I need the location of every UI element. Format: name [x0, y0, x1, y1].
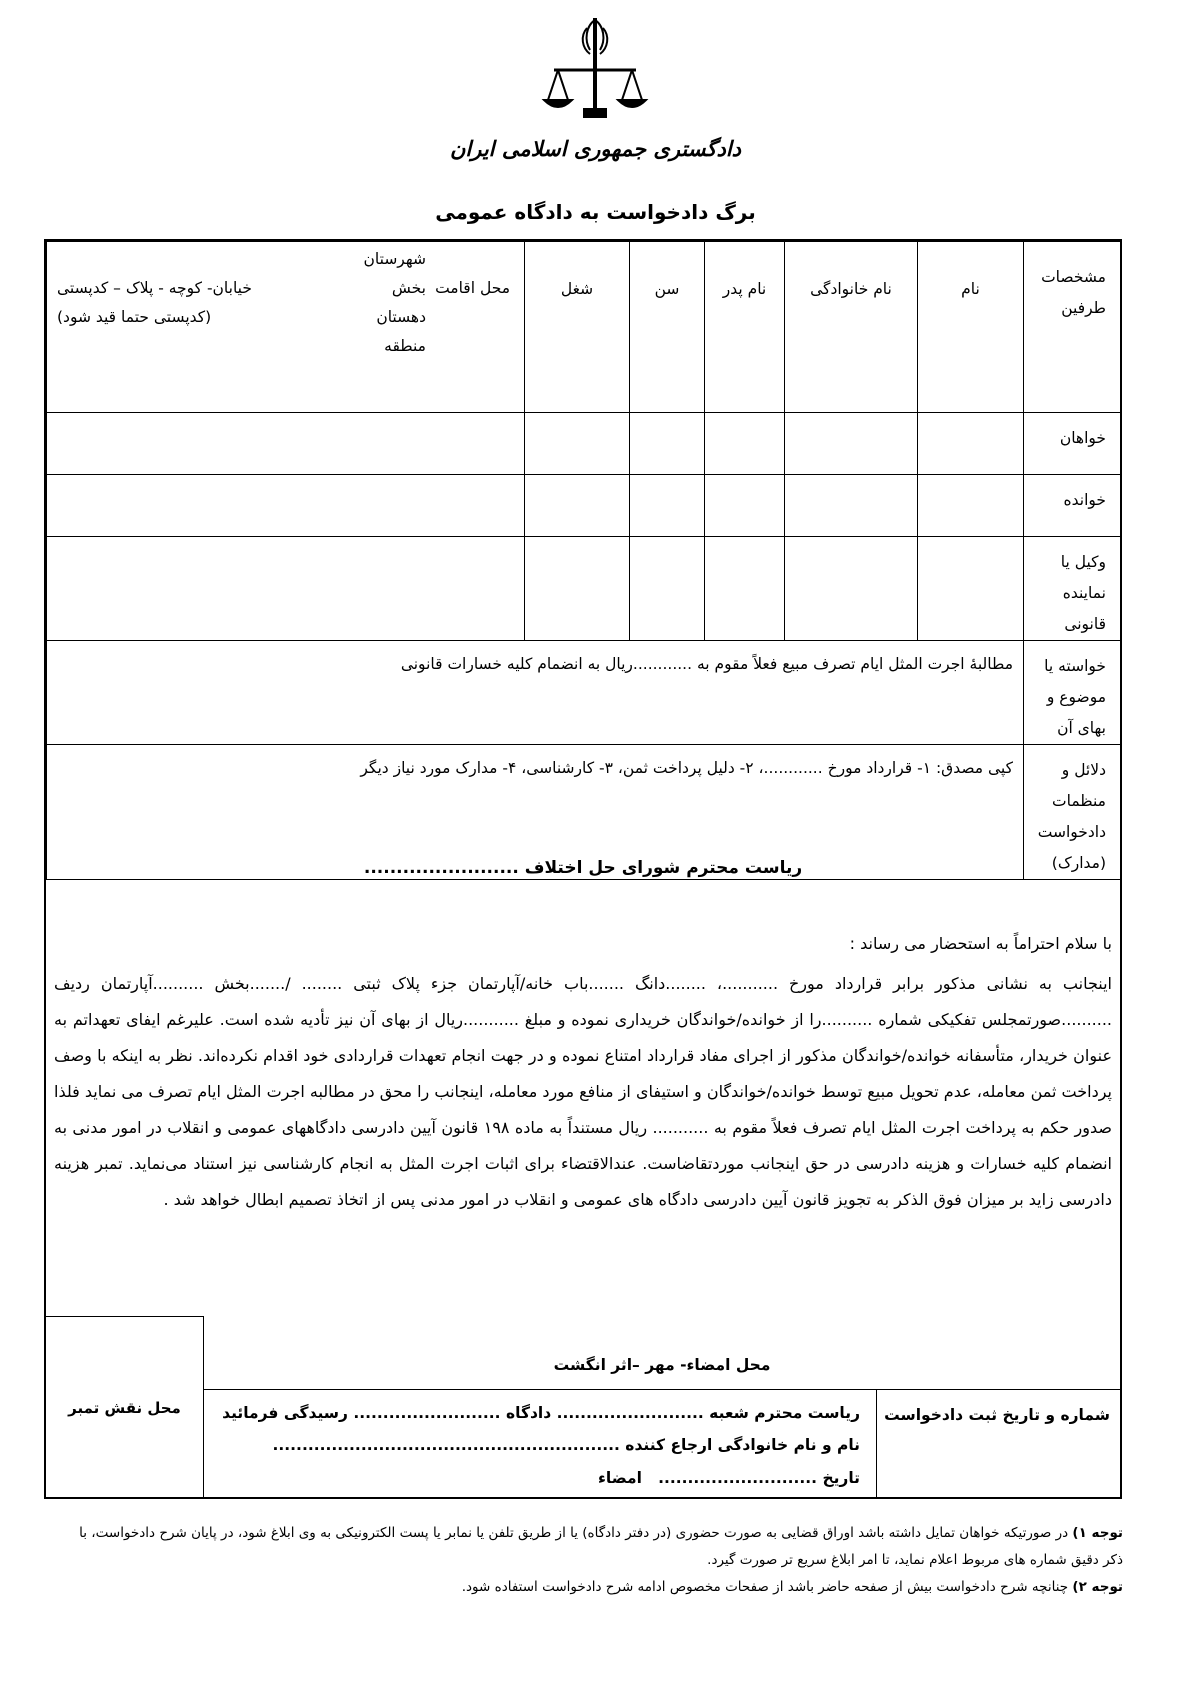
note-1-text: در صورتیکه خواهان تمایل داشته باشد اوراق قضایی به صورت حضوری (در دفتر دادگاه) یا از طریق تلفن یا نمابر یا پست الکترونیکی به وی ابلاغ شود، در پایان شرح دادخواست، با ذکر دقیق شماره های مربوط اعلام نماید، تا امر ابلاغ سریع تر صورت گیرد. — [79, 1525, 1123, 1568]
note-2 — [60, 1574, 1123, 1601]
judiciary-logo-text: دادگستری جمهوری اسلامی ایران — [449, 136, 742, 161]
attorney-row — [47, 537, 1121, 641]
plaintiff-age-cell[interactable] — [630, 413, 705, 475]
attorney-father-cell[interactable] — [705, 537, 785, 641]
letter-greeting: با سلام احتراماً به استحضار می رساند : — [849, 934, 1112, 953]
addr-city: شهرستان — [363, 250, 426, 268]
petition-letter — [46, 858, 1120, 1209]
residence-header — [47, 242, 525, 413]
divider — [204, 1389, 1120, 1390]
date-line: تاریخ ........................... امضاء — [597, 1469, 860, 1487]
addr-section: بخش — [391, 279, 426, 297]
addr-region: منطقه — [384, 337, 426, 355]
stamp-place-label: محل نقش تمبر — [68, 1399, 181, 1417]
table-header-row — [47, 242, 1121, 413]
plaintiff-name-cell[interactable] — [918, 413, 1024, 475]
defendant-row — [47, 475, 1121, 537]
attorney-age-cell[interactable] — [630, 537, 705, 641]
defendant-family-cell[interactable] — [785, 475, 918, 537]
plaintiff-row — [47, 413, 1121, 475]
evidence-text[interactable]: کپی مصدق: ۱- قرارداد مورخ ............، ۲- دلیل پرداخت ثمن، ۳- کارشناسی، ۴- مدارک مورد نیاز دیگر — [47, 745, 1024, 880]
residence-label: محل اقامت — [435, 279, 510, 297]
note-1-label: توجه ۱) — [1072, 1525, 1123, 1541]
father-name-header: نام پدر — [705, 242, 785, 413]
defendant-label: خوانده — [1024, 475, 1121, 537]
plaintiff-label: خواهان — [1024, 413, 1121, 475]
addr-street: خیابان- کوچه - پلاک – کدپستی — [57, 279, 252, 297]
parties-table — [46, 241, 1121, 880]
evidence-label: دلائل و منظمات دادخواست (مدارک) — [1024, 745, 1121, 880]
registration-label: شماره و تاریخ ثبت دادخواست — [884, 1406, 1110, 1424]
defendant-job-cell[interactable] — [525, 475, 630, 537]
attorney-family-cell[interactable] — [785, 537, 918, 641]
judiciary-emblem-icon — [540, 14, 650, 124]
parties-header: مشخصات طرفین — [1024, 242, 1121, 413]
note-2-label: توجه ۲) — [1072, 1579, 1123, 1595]
referrer-line: نام و نام خانوادگی ارجاع کننده ........................................................... — [272, 1436, 860, 1454]
family-name-header: نام خانوادگی — [785, 242, 918, 413]
plaintiff-family-cell[interactable] — [785, 413, 918, 475]
job-header: شغل — [525, 242, 630, 413]
form-title: برگ دادخواست به دادگاه عمومی — [435, 200, 756, 224]
attorney-residence-cell[interactable] — [47, 537, 525, 641]
subject-text[interactable]: مطالبهٔ اجرت المثل ایام تصرف مبیع فعلاً مقوم به ............ریال به انضمام کلیه خسارات قانونی — [47, 641, 1024, 745]
signature-place-label: محل امضاء- مهر –اثر انگشت — [553, 1356, 771, 1374]
addr-postcode-note: (کدپستی حتما قید شود) — [57, 308, 212, 326]
letter-heading: ریاست محترم شورای حل اختلاف ........................ — [363, 858, 803, 878]
addr-village: دهستان — [376, 308, 426, 326]
note-2-text: چنانچه شرح دادخواست بیش از صفحه حاضر باشد از صفحات مخصوص ادامه شرح دادخواست استفاده شود. — [461, 1579, 1069, 1595]
branch-line: ریاست محترم شعبه ......................... دادگاه ......................... رسیدگی فرمائید — [222, 1404, 860, 1422]
subject-label: خواسته یا موضوع و بهای آن — [1024, 641, 1121, 745]
defendant-residence-cell[interactable] — [47, 475, 525, 537]
attorney-label: وکیل یا نماینده قانونی — [1024, 537, 1121, 641]
plaintiff-residence-cell[interactable] — [47, 413, 525, 475]
defendant-age-cell[interactable] — [630, 475, 705, 537]
note-1 — [60, 1520, 1123, 1574]
notes — [60, 1520, 1123, 1601]
plaintiff-father-cell[interactable] — [705, 413, 785, 475]
stamp-box — [46, 1316, 204, 1498]
divider — [876, 1389, 877, 1498]
age-header: سن — [630, 242, 705, 413]
name-header: نام — [918, 242, 1024, 413]
signature-section — [46, 1316, 1120, 1498]
plaintiff-job-cell[interactable] — [525, 413, 630, 475]
attorney-job-cell[interactable] — [525, 537, 630, 641]
defendant-father-cell[interactable] — [705, 475, 785, 537]
letter-body[interactable]: اینجانب به نشانی مذکور برابر قرارداد مورخ ...........، ........دانگ .......باب خانه/آپارتمان جزء پلاک ثبتی ........ /.......بخش ..........آپارتمان ردیف ..........صورتمجلس تفکیکی شماره ..........را از خوانده/خواندگان خریداری نموده و مبلغ ...........ریال از بهای آن نیز تأدیه شده است. علیرغم ایفای تعهداتم به عنوان خریدار، متأسفانه خوانده/خواندگان مذکور از اجرای مفاد قرارداد امتناع نموده و در جهت انجام تعهدات قراردادی خود اقدام نکرده‌اند. نظر به اینکه با وصف پرداخت ثمن معامله، عدم تحویل مبیع توسط خوانده/خواندگان و استیفای از منافع مورد معامله، اینجانب را محق در مطالبه اجرت المثل ایام تصرف می نماید فلذا صدور حکم به پرداخت اجرت المثل ایام تصرف فعلاً مقوم به ........... ریال مستنداً به ماده ۱۹۸ قانون آیین دادرسی دادگاههای عمومی و انقلاب در امور مدنی به انضمام کلیه خسارات و هزینه دادرسی در حق اینجانب موردتقاضاست. عندالاقتضاء برای اثبات اجرت المثل به انجام کارشناسی نیز استناد می‌نماید. تمبر هزینه دادرسی زاید بر میزان فوق الذکر به تجویز قانون آیین دادرسی دادگاه های عمومی و انقلاب در امور مدنی پس از اتخاذ تصمیم ابطال خواهد شد . — [54, 974, 1112, 1209]
defendant-name-cell[interactable] — [918, 475, 1024, 537]
subject-row — [47, 641, 1121, 745]
attorney-name-cell[interactable] — [918, 537, 1024, 641]
